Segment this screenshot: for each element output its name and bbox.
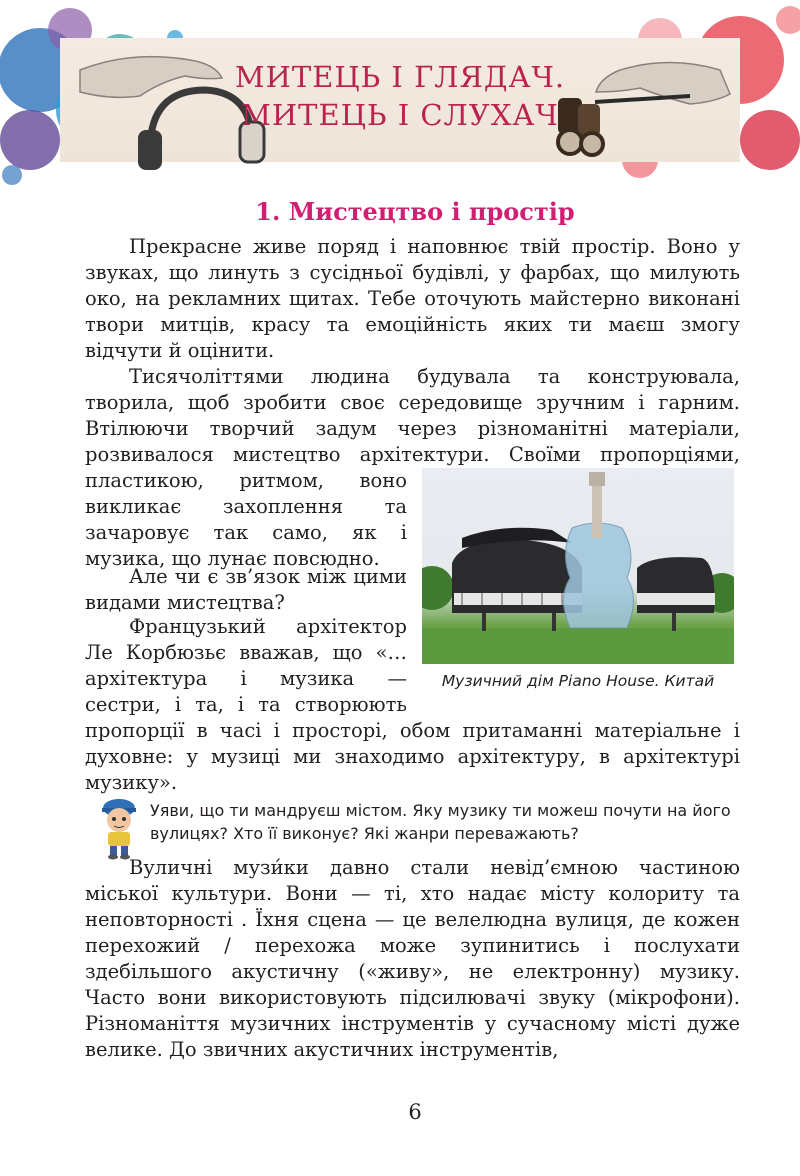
paragraph-2-full: Тисячоліттями людина будувала та конструювала, творила, щоб зробити своє середовище зручним і гарним. Втілюючи творчий задум через різноманітні матеріали, розвивалося мистецтво архітектури. Своїми пропорціями, <box>85 365 740 466</box>
photo-caption: Музичний дім Piano House. Китай <box>441 672 715 690</box>
page-number: 6 <box>408 1100 422 1124</box>
paragraph-4-full: пропорції в часі і просторі, обом притаманні матеріальне і духовне: у музиці ми знаходимо архітектуру, в архітектурі музику». <box>85 719 740 794</box>
piano-house-illustration <box>422 468 734 664</box>
paragraph-4-narrow: Французький архітектор Ле Корбюзьє вважав, що «…архітектура і музика — сестри, і та, і та створюють <box>85 615 407 716</box>
paragraph-5: Вуличні музи́ки давно стали невід’ємною частиною міської культури. Вони — ті, хто надає місту колориту та неповторності . Їхня сцена — це велелюдна вулиця, де кожен перехожий / перехожа може зупинитись і послухати здебільшого акустичну («живу», не електронну) музику. Часто вони використовують підсилювачі звуку (мікрофони). Різноманіття музичних інструментів у сучасному місті дуже велике. До звичних акустичних інструментів, <box>85 856 740 1061</box>
paragraph-3: Але чи є зв’язок між цими видами мистецтва? <box>85 565 407 614</box>
section-title: 1. Мистецтво і простір <box>255 197 575 226</box>
paragraph-2-narrow: пластикою, ритмом, воно викликає захоплення та зачаровує так само, як і музика, що лунає повсюдно. <box>85 469 407 570</box>
chapter-banner <box>0 0 800 200</box>
chapter-title-line2: МИТЕЦЬ І СЛУХАЧ <box>241 98 559 132</box>
chapter-title <box>200 58 600 134</box>
boy-mascot-icon <box>94 796 144 860</box>
piano-house-photo <box>422 468 734 664</box>
paragraph-1: Прекрасне живе поряд і наповнює твій простір. Воно у звуках, що линуть з сусідньої будівлі, у фарбах, що милують око, на рекламних щитах. Тебе оточують майстерно виконані твори митців, красу та емоційність яких ти маєш змогу відчути й оцінити. <box>85 235 740 362</box>
chapter-title-line1: МИТЕЦЬ І ГЛЯДАЧ. <box>234 60 566 94</box>
reflection-question: Уяви, що ти мандруєш містом. Яку музику ти можеш почути на його вулицях? Хто її виконує? Які жанри переважають? <box>150 801 731 843</box>
